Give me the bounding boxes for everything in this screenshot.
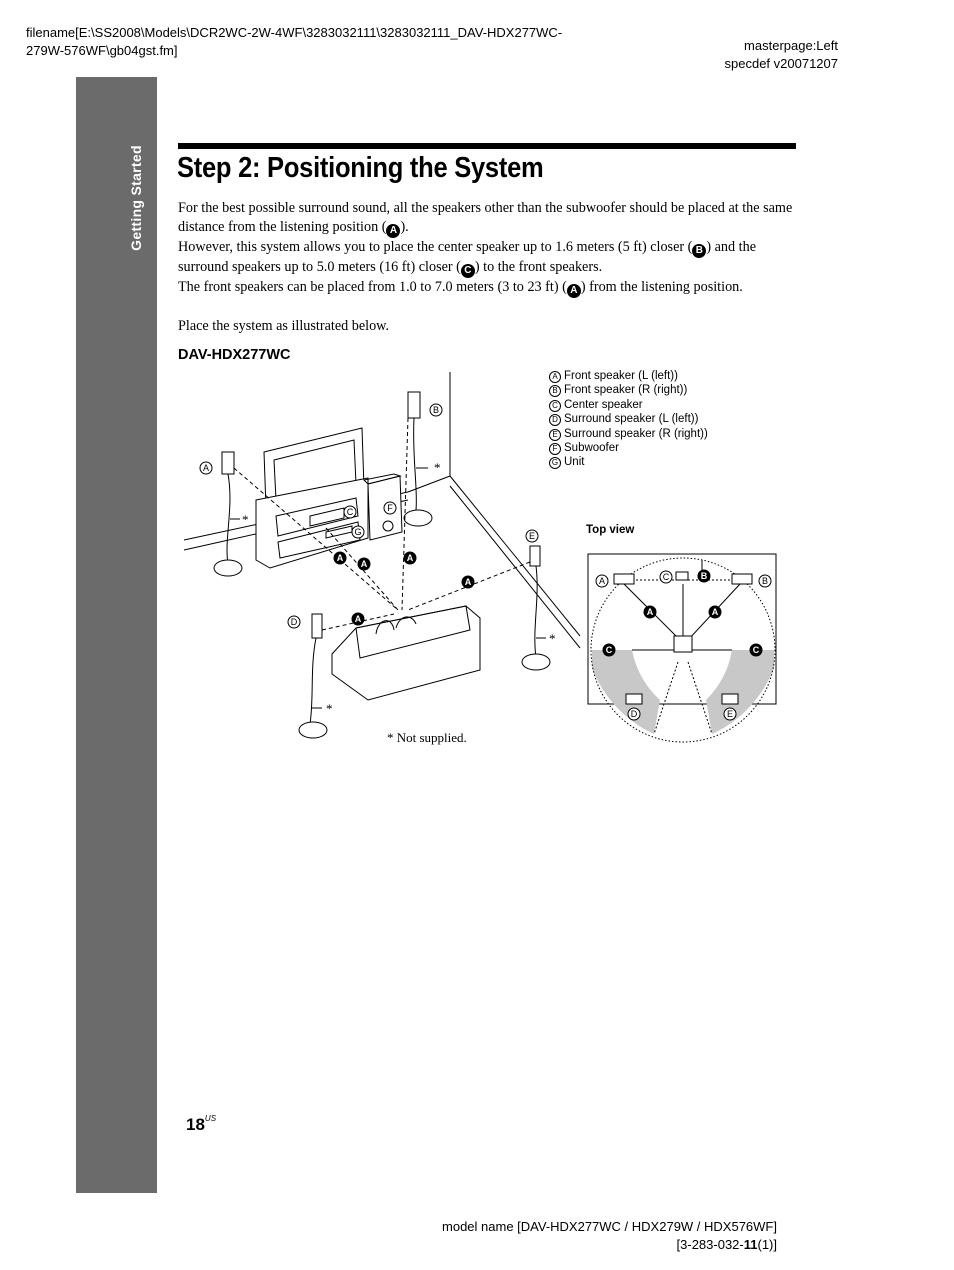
asterisk-mark: * bbox=[242, 512, 249, 527]
callout-letter: D bbox=[290, 617, 298, 627]
callout-letter: G bbox=[354, 527, 362, 537]
title-rule bbox=[178, 143, 796, 149]
badge-c: C bbox=[461, 264, 475, 278]
callout-surround-left bbox=[288, 616, 300, 628]
top-view-label: Top view bbox=[586, 524, 635, 536]
model-footer bbox=[400, 1218, 777, 1254]
svg-text:B: B bbox=[700, 571, 708, 581]
callout-letter: F bbox=[387, 503, 393, 513]
callout-letter: C bbox=[346, 507, 354, 517]
callout-letter: A bbox=[202, 463, 210, 473]
sidebar-label: Getting Started bbox=[128, 145, 144, 251]
legend-key: A bbox=[549, 371, 561, 383]
paragraph-1: For the best possible surround sound, all the speakers other than the subwoofer should be placed at the same distance from the listening position ( A ). bbox=[178, 200, 793, 236]
paragraph-3: The front speakers can be placed from 1.0 to 7.0 meters (3 to 23 ft) ( A ) from the listening position. bbox=[178, 279, 743, 296]
badge-a-5 bbox=[352, 613, 365, 626]
svg-text:C: C bbox=[662, 572, 670, 582]
file-path-header bbox=[26, 24, 646, 60]
svg-text:C: C bbox=[752, 645, 760, 655]
model-heading: DAV-HDX277WC bbox=[178, 347, 291, 363]
badge-a-1 bbox=[334, 552, 347, 565]
asterisk-mark: * bbox=[434, 460, 441, 475]
legend-item: E Surround speaker (R (right)) bbox=[549, 427, 708, 441]
legend-key: B bbox=[549, 385, 561, 397]
callout-center bbox=[344, 506, 356, 518]
legend-item: F Subwoofer bbox=[549, 441, 708, 455]
svg-text:A: A bbox=[354, 614, 362, 624]
legend-item: A Front speaker (L (left)) bbox=[549, 369, 708, 383]
page-title: Step 2: Positioning the System bbox=[177, 152, 544, 184]
legend-key: E bbox=[549, 429, 561, 441]
topview-callout-e bbox=[724, 708, 736, 720]
paragraph-4: Place the system as illustrated below. bbox=[178, 318, 390, 334]
legend-key: C bbox=[549, 400, 561, 412]
legend-key: D bbox=[549, 414, 561, 426]
badge-b: B bbox=[692, 244, 706, 258]
svg-text:A: A bbox=[336, 553, 344, 563]
legend-item: G Unit bbox=[549, 455, 708, 469]
svg-text:C: C bbox=[605, 645, 613, 655]
svg-text:A: A bbox=[464, 577, 472, 587]
callout-front-left bbox=[200, 462, 212, 474]
asterisk-mark: * bbox=[326, 701, 333, 716]
callout-unit bbox=[352, 526, 364, 538]
svg-text:A: A bbox=[406, 553, 414, 563]
topview-callout-c-center bbox=[660, 571, 672, 583]
room-illustration bbox=[184, 372, 776, 742]
legend-key: G bbox=[549, 457, 561, 469]
badge-a-topview-left bbox=[644, 606, 657, 619]
badge-a-3 bbox=[404, 552, 417, 565]
badge-a-topview-right bbox=[709, 606, 722, 619]
specdef-label: specdef v20071207 bbox=[724, 56, 838, 71]
callout-letter: B bbox=[432, 405, 440, 415]
file-path-line-1: filename[E:\SS2008\Models\DCR2WC-2W-4WF\3283032111\3283032111_DAV-HDX277WC- bbox=[26, 25, 563, 40]
svg-text:A: A bbox=[360, 559, 368, 569]
callout-surround-right bbox=[526, 530, 538, 542]
section-sidebar bbox=[76, 77, 157, 1193]
legend-item: B Front speaker (R (right)) bbox=[549, 383, 708, 397]
svg-text:A: A bbox=[598, 576, 606, 586]
callout-letter: E bbox=[528, 531, 536, 541]
model-name-line: model name [DAV-HDX277WC / HDX279W / HDX576WF] bbox=[442, 1219, 777, 1234]
badge-a: A bbox=[386, 224, 400, 238]
badge-c-topview-left bbox=[603, 644, 616, 657]
svg-text:E: E bbox=[726, 709, 734, 719]
asterisk-mark: * bbox=[549, 631, 556, 646]
badge-a-2 bbox=[358, 558, 371, 571]
svg-text:A: A bbox=[646, 607, 654, 617]
speaker-placement-diagram bbox=[180, 368, 785, 748]
topview-callout-b-right bbox=[759, 575, 771, 587]
badge-a-4 bbox=[462, 576, 475, 589]
masterpage-header bbox=[640, 37, 838, 73]
callout-front-right bbox=[430, 404, 442, 416]
topview-callout-a-left bbox=[596, 575, 608, 587]
svg-text:B: B bbox=[761, 576, 769, 586]
callout-subwoofer bbox=[384, 502, 396, 514]
badge-a: A bbox=[567, 284, 581, 298]
badge-c-topview-right bbox=[750, 644, 763, 657]
part-code-line: [3-283-032-11(1)] bbox=[676, 1237, 777, 1252]
legend-key: F bbox=[549, 443, 561, 455]
page-suffix: US bbox=[204, 1114, 217, 1123]
body-text bbox=[178, 199, 798, 336]
page-number: $18^{US}$ bbox=[186, 1114, 217, 1134]
paragraph-2: However, this system allows you to place the center speaker up to 1.6 meters (5 ft) closer ( B ) and the surround speakers up to 5.0 meters (16 ft) closer ( C ) to the front speakers. bbox=[178, 239, 756, 276]
topview-callout-d bbox=[628, 708, 640, 720]
svg-text:D: D bbox=[630, 709, 638, 719]
legend-item: C Center speaker bbox=[549, 398, 708, 412]
masterpage-label: masterpage:Left bbox=[744, 38, 838, 53]
legend-item: D Surround speaker (L (left)) bbox=[549, 412, 708, 426]
svg-text:A: A bbox=[711, 607, 719, 617]
footnote: * Not supplied. bbox=[387, 730, 467, 745]
file-path-line-2: 279W-576WF\gb04gst.fm] bbox=[26, 43, 178, 58]
badge-b-topview bbox=[698, 570, 711, 583]
